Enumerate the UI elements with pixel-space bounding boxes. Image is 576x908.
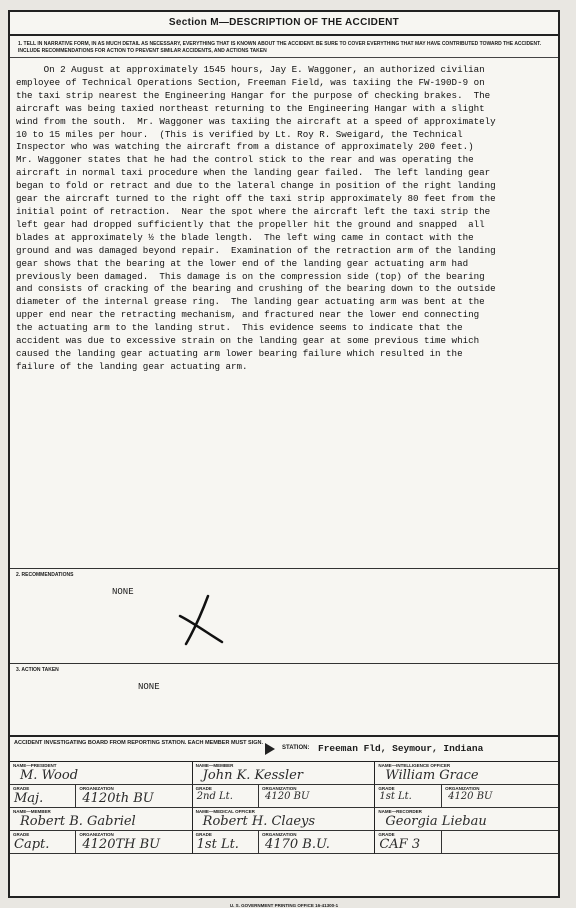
section-title: Section M—DESCRIPTION OF THE ACCIDENT bbox=[10, 12, 558, 36]
medical-org: 4170 B.U. bbox=[265, 837, 330, 852]
narrative-line: initial point of retraction. Near the spot where the aircraft left the taxi strip the bbox=[16, 205, 491, 217]
recorder-grade-cell: GRADE CAF 3 bbox=[375, 831, 558, 854]
arrow-icon bbox=[265, 743, 275, 755]
narrative-line: the actuating arm to the landing strut. This evidence seems to indicate that the bbox=[16, 322, 463, 334]
member1-signature: John K. Kessler bbox=[202, 768, 304, 783]
medical-name-cell: NAME—MEDICAL OFFICER Robert H. Claeys bbox=[193, 808, 376, 831]
station-value: Freeman Fld, Seymour, Indiana bbox=[318, 743, 484, 754]
signature-grid bbox=[10, 761, 558, 854]
board-header bbox=[10, 735, 558, 761]
narrative-line: diameter of the internal grease ring. The landing gear actuating arm was bent at the bbox=[16, 296, 485, 308]
member2-name-cell: NAME—MEMBER Robert B. Gabriel bbox=[10, 808, 193, 831]
medical-grade-org-cell: GRADE 1st Lt. ORGANIZATION 4170 B.U. bbox=[193, 831, 376, 854]
narrative-line: accident was due to excessive strain on the landing gear at some previous time which bbox=[16, 335, 480, 347]
medical-grade: 1st Lt. bbox=[196, 837, 239, 852]
instruction-text: 1. TELL IN NARRATIVE FORM, IN AS MUCH DETAIL AS NECESSARY, EVERYTHING THAT IS KNOWN ABOUT THE ACCIDENT. BE SURE TO COVER EVERYTHING THAT MAY HAVE CONTRIBUTED TOWARD THE ACCIDENT. INCLUDE RECOMMENDATIONS FOR ACTION TO PREVENT SIMILAR ACCIDENTS, AND ACTIONS TAKEN bbox=[10, 36, 558, 58]
member1-name-cell: NAME—MEMBER John K. Kessler bbox=[193, 762, 376, 785]
narrative-line: On 2 August at approximately 1545 hours, Jay E. Waggoner, an authorized civilian bbox=[16, 64, 485, 75]
member2-grade-org-cell: GRADE Capt. ORGANIZATION 4120TH BU bbox=[10, 831, 193, 854]
action-taken-label: 3. ACTION TAKEN bbox=[16, 667, 59, 673]
intelligence-name-cell: NAME—INTELLIGENCE OFFICER William Grace bbox=[375, 762, 558, 785]
action-taken-box bbox=[10, 663, 558, 735]
narrative-line: upper end near the retracting mechanism, and fractured near the lower end connecting bbox=[16, 309, 480, 321]
narrative-line: blades at approximately ½ the blade length. The left wing came in contact with the bbox=[16, 231, 474, 243]
narrative-line: Mr. Waggoner states that he had the control stick to the rear and was operating the bbox=[16, 154, 474, 166]
narrative-line: gear shows that the bearing at the lower end of the landing gear actuating arm had bbox=[16, 257, 469, 269]
recorder-name-cell: NAME—RECORDER Georgia Liebau bbox=[375, 808, 558, 831]
member2-org: 4120TH BU bbox=[82, 837, 161, 852]
narrative-line: previously been damaged. This damage is on the compression side (top) of the bearing bbox=[16, 270, 485, 282]
recorder-grade: CAF 3 bbox=[379, 837, 421, 852]
intelligence-grade: 1st Lt. bbox=[379, 791, 412, 802]
narrative-line: began to fold or retract and due to the lateral change in position of the right landing bbox=[16, 180, 496, 192]
member2-signature: Robert B. Gabriel bbox=[20, 814, 136, 829]
president-grade: Maj. bbox=[14, 791, 44, 806]
recommendations-value: NONE bbox=[112, 587, 134, 597]
narrative-line: aircraft in normal taxi procedure when the landing gear failed. The left landing gear bbox=[16, 167, 491, 179]
member2-grade: Capt. bbox=[14, 837, 50, 852]
intelligence-signature: William Grace bbox=[385, 768, 479, 783]
narrative-line: the taxi strip nearest the Engineering Hangar for the purpose of checking brakes. The bbox=[16, 89, 491, 101]
narrative-line: failure of the landing gear actuating arm. bbox=[16, 360, 248, 372]
president-name-cell: NAME—PRESIDENT M. Wood bbox=[10, 762, 193, 785]
intelligence-grade-org-cell: GRADE 1st Lt. ORGANIZATION 4120 BU bbox=[375, 785, 558, 808]
narrative-line: left gear had dropped sufficiently that the propeller hit the ground and snapped all bbox=[16, 218, 485, 230]
president-org: 4120th BU bbox=[82, 791, 154, 806]
board-label: ACCIDENT INVESTIGATING BOARD FROM REPORTING STATION. EACH MEMBER MUST SIGN. bbox=[14, 740, 264, 746]
action-taken-value: NONE bbox=[138, 682, 160, 692]
member1-grade-org-cell: GRADE 2nd Lt. ORGANIZATION 4120 BU bbox=[193, 785, 376, 808]
member1-grade: 2nd Lt. bbox=[196, 791, 233, 802]
member1-org: 4120 BU bbox=[265, 791, 310, 802]
recommendations-label: 2. RECOMMENDATIONS bbox=[16, 572, 74, 578]
recorder-signature: Georgia Liebau bbox=[385, 814, 487, 829]
president-grade-org-cell: GRADE Maj. ORGANIZATION 4120th BU bbox=[10, 785, 193, 808]
narrative-text bbox=[10, 58, 558, 568]
narrative-line: 10 to 15 miles per hour. (This is verified by Lt. Roy R. Sweigard, the Technical bbox=[16, 128, 463, 140]
handwritten-x-mark bbox=[172, 592, 232, 648]
narrative-line: Inspector who was watching the aircraft from a distance of approximately 200 feet.) bbox=[16, 141, 474, 153]
recommendations-box bbox=[10, 568, 558, 663]
intelligence-org: 4120 BU bbox=[448, 791, 493, 802]
narrative-line: caused the landing gear actuating arm lower bearing failure which resulted in the bbox=[16, 347, 463, 359]
president-signature: M. Wood bbox=[20, 768, 79, 783]
print-footer: U. S. GOVERNMENT PRINTING OFFICE 16-41300-1 bbox=[229, 903, 339, 908]
narrative-line: and consists of cracking of the bearing and crushing of the bearing down to the outside bbox=[16, 283, 496, 295]
station-label: STATION: bbox=[282, 745, 310, 751]
medical-signature: Robert H. Claeys bbox=[202, 814, 316, 829]
narrative-line: ground and was damaged beyond repair. Examination of the retraction arm of the landing bbox=[16, 244, 496, 256]
narrative-line: aircraft was being taxied northeast returning to the Engineering Hangar with a slight bbox=[16, 102, 485, 114]
narrative-line: employee of Technical Operations Section, Freeman Field, was taxiing the FW-190D-9 on bbox=[16, 76, 485, 88]
narrative-line: wind from the south. Mr. Waggoner was taxiing the aircraft at a speed of approximately bbox=[16, 115, 496, 127]
accident-report-form bbox=[8, 10, 560, 908]
narrative-line: gear the aircraft turned to the right off the taxi strip approximately 80 feet from the bbox=[16, 193, 496, 205]
